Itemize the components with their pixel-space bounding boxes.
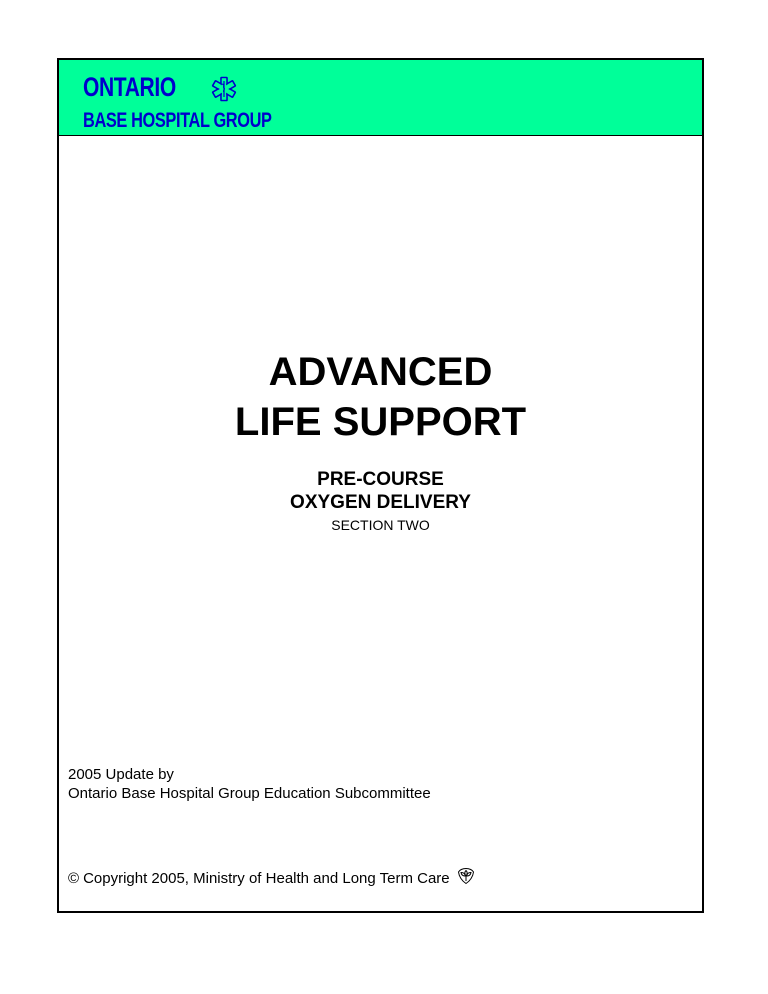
section-label: SECTION TWO: [331, 517, 430, 533]
copyright-symbol: ©: [68, 870, 80, 887]
title-line-1: ADVANCED: [268, 350, 493, 394]
main-title: [59, 347, 702, 447]
subtitle-line-2: OXYGEN DELIVERY: [290, 492, 471, 513]
ontario-trillium-icon: [457, 867, 475, 885]
update-line-2: Ontario Base Hospital Group Education Subcommittee: [68, 785, 431, 802]
update-line-1: 2005 Update by: [68, 766, 174, 783]
header-band: [59, 60, 702, 136]
update-credit: [68, 765, 431, 803]
copyright-text: Copyright 2005, Ministry of Health and Long Term Care: [83, 870, 450, 887]
course-subtitle: [59, 468, 702, 514]
org-name: ONTARIO: [83, 72, 176, 102]
org-subtitle: BASE HOSPITAL GROUP: [83, 109, 272, 132]
title-line-2: LIFE SUPPORT: [234, 400, 527, 444]
copyright-notice: [68, 869, 475, 889]
document-page: [57, 58, 704, 913]
star-of-life-icon: [211, 76, 237, 102]
subtitle-line-1: PRE-COURSE: [317, 469, 444, 490]
